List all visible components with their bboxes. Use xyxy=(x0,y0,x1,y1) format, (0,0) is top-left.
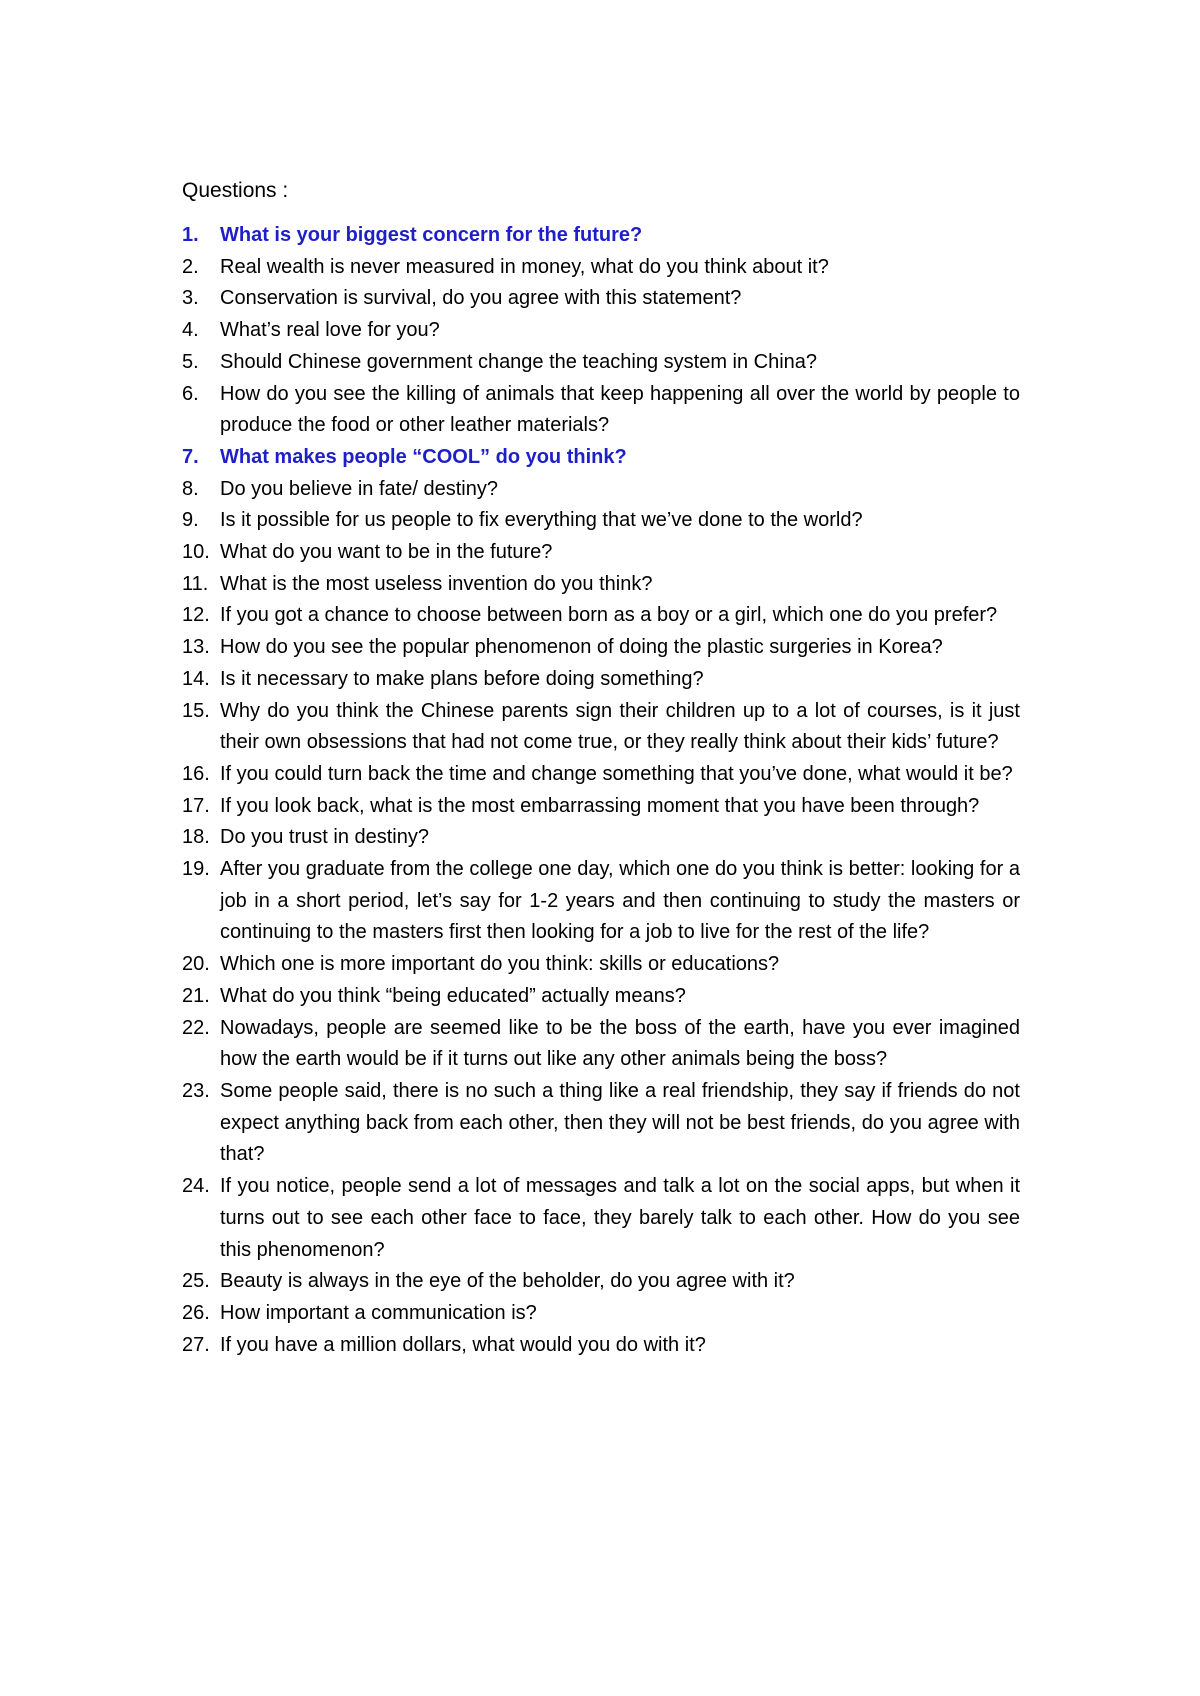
question-number: 14. xyxy=(182,667,210,690)
question-number: 13. xyxy=(182,636,210,659)
question-item xyxy=(182,379,1020,442)
question-item xyxy=(182,283,1020,315)
question-number: 12. xyxy=(182,604,210,627)
question-text: Do you trust in destiny? xyxy=(220,826,429,849)
question-item xyxy=(182,315,1020,347)
question-item xyxy=(182,949,1020,981)
question-item xyxy=(182,569,1020,601)
question-number: 21. xyxy=(182,984,210,1007)
question-item xyxy=(182,791,1020,823)
question-text: Is it necessary to make plans before doing something? xyxy=(220,667,704,690)
question-text: Should Chinese government change the teaching system in China? xyxy=(220,350,818,373)
question-item xyxy=(182,537,1020,569)
question-number: 3. xyxy=(182,287,199,310)
question-number: 10. xyxy=(182,541,210,564)
question-text: If you have a million dollars, what would you do with it? xyxy=(220,1333,706,1356)
question-item xyxy=(182,505,1020,537)
question-text: Which one is more important do you think: skills or educations? xyxy=(220,953,780,976)
question-item xyxy=(182,1171,1020,1266)
question-text: What do you think “being educated” actually means? xyxy=(220,984,686,1007)
question-text: Nowadays, people are seemed like to be the boss of the earth, have you ever imagined how the earth would be if it turns out like any other animals being the boss? xyxy=(220,1016,1020,1071)
question-text: Conservation is survival, do you agree with this statement? xyxy=(220,287,742,310)
question-number: 9. xyxy=(182,509,199,532)
question-item xyxy=(182,474,1020,506)
question-item xyxy=(182,696,1020,759)
question-number: 20. xyxy=(182,953,210,976)
question-number: 17. xyxy=(182,794,210,817)
question-item xyxy=(182,442,1020,474)
question-item xyxy=(182,1298,1020,1330)
question-number: 11. xyxy=(182,572,209,595)
question-item xyxy=(182,1330,1020,1362)
question-text: Why do you think the Chinese parents sign their children up to a lot of courses, is it just their own obsessions that had not come true, or they really think about their kids’ future? xyxy=(220,699,1020,754)
question-text: What’s real love for you? xyxy=(220,319,440,342)
question-text: If you notice, people send a lot of messages and talk a lot on the social apps, but when it turns out to see each other face to face, they barely talk to each other. How do you see this phenomenon? xyxy=(220,1175,1020,1261)
question-item xyxy=(182,347,1020,379)
question-text: How do you see the popular phenomenon of doing the plastic surgeries in Korea? xyxy=(220,636,943,659)
question-number: 26. xyxy=(182,1301,210,1324)
question-item xyxy=(182,664,1020,696)
question-text: If you got a chance to choose between born as a boy or a girl, which one do you prefer? xyxy=(220,604,998,627)
question-number: 16. xyxy=(182,762,210,785)
question-number: 15. xyxy=(182,699,210,722)
question-number: 25. xyxy=(182,1270,210,1293)
question-number: 6. xyxy=(182,382,199,405)
question-text: Some people said, there is no such a thing like a real friendship, they say if friends do not expect anything back from each other, then they will not be best friends, do you agree with that? xyxy=(220,1079,1020,1166)
question-number: 1. xyxy=(182,224,199,246)
questions-heading: Questions : xyxy=(182,179,289,202)
question-text: What is the most useless invention do you think? xyxy=(220,572,653,595)
question-item xyxy=(182,854,1020,949)
question-number: 7. xyxy=(182,445,199,468)
question-text: How do you see the killing of animals that keep happening all over the world by people to produce the food or other leather materials? xyxy=(220,382,1020,437)
question-number: 19. xyxy=(182,858,210,881)
question-text: What makes people “COOL” do you think? xyxy=(220,445,627,468)
question-number: 18. xyxy=(182,826,210,849)
question-item xyxy=(182,981,1020,1013)
question-item xyxy=(182,759,1020,791)
question-item xyxy=(182,1013,1020,1076)
question-text: What is your biggest concern for the future? xyxy=(220,224,643,246)
question-text: Is it possible for us people to fix everything that we’ve done to the world? xyxy=(220,509,863,532)
question-text: Beauty is always in the eye of the beholder, do you agree with it? xyxy=(220,1270,795,1293)
question-text: Do you believe in fate/ destiny? xyxy=(220,477,498,500)
question-text: If you look back, what is the most embarrassing moment that you have been through? xyxy=(220,794,980,817)
question-number: 22. xyxy=(182,1016,210,1039)
questions-list xyxy=(182,220,1020,1361)
question-text: How important a communication is? xyxy=(220,1301,537,1324)
question-number: 4. xyxy=(182,319,199,342)
question-number: 5. xyxy=(182,350,199,373)
question-item xyxy=(182,1076,1020,1171)
question-text: If you could turn back the time and change something that you’ve done, what would it be? xyxy=(220,762,1013,785)
question-number: 24. xyxy=(182,1175,210,1198)
question-item xyxy=(182,600,1020,632)
question-text: What do you want to be in the future? xyxy=(220,541,553,564)
question-number: 2. xyxy=(182,255,199,278)
question-text: Real wealth is never measured in money, what do you think about it? xyxy=(220,255,829,278)
question-item xyxy=(182,1266,1020,1298)
question-number: 8. xyxy=(182,477,199,500)
question-item xyxy=(182,220,1020,252)
question-number: 27. xyxy=(182,1333,210,1356)
question-number: 23. xyxy=(182,1079,210,1102)
question-item xyxy=(182,252,1020,284)
question-text: After you graduate from the college one day, which one do you think is better: looking for a job in a short period, let’s say for 1-2 years and then continuing to study the masters or continuing to the masters first then looking for a job to live for the rest of the life? xyxy=(220,858,1020,944)
question-item xyxy=(182,822,1020,854)
question-item xyxy=(182,632,1020,664)
